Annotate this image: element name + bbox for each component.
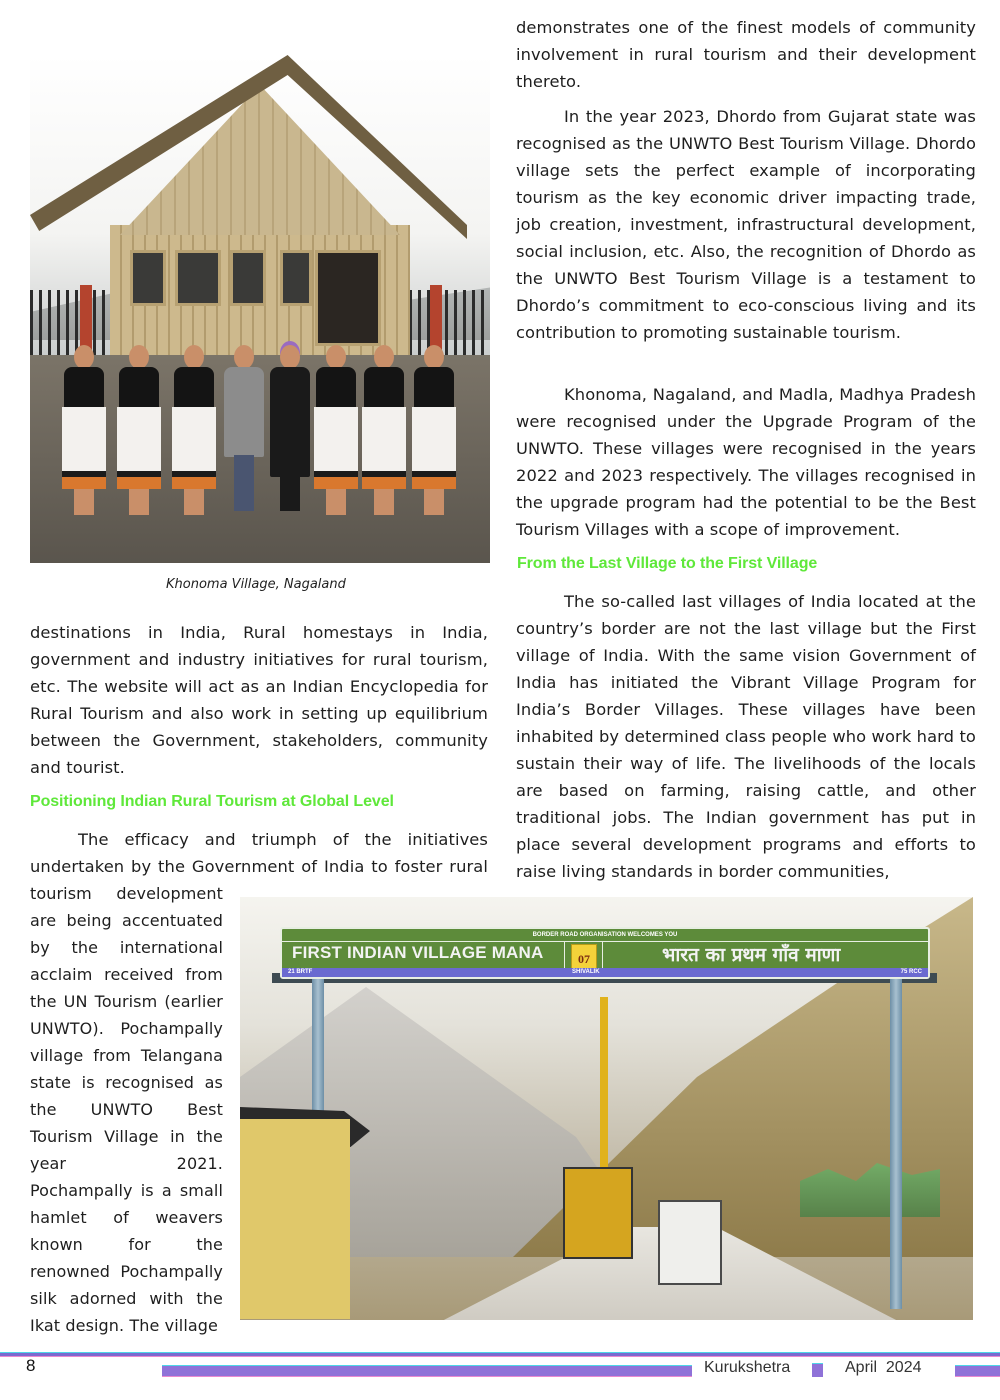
body-paragraph: Khonoma, Nagaland, and Madla, Madhya Pradesh were recognised under the Upgrade Program of the UNWTO. These villages were recognised in the years 2022 and 2023 respectively. The villages recognised in the upgrade program had the potential to be the Best Tourism Villages with a scope of improvement. <box>516 385 976 539</box>
body-paragraph: demonstrates one of the finest models of community involvement in rural tourism and their development thereto. <box>516 18 976 91</box>
issue-date: April 2024 <box>845 1359 922 1376</box>
publication-name: Kurukshetra <box>704 1359 791 1376</box>
body-paragraph: destinations in India, Rural homestays in India, government and industry initiatives for rural tourism, etc. The website will act as an Indian Encyclopedia for Rural Tourism and also work in setting up equilibrium between the Government, stakeholders, community and tourist. <box>30 623 488 777</box>
sign-top-strip: BORDER ROAD ORGANISATION WELCOMES YOU <box>282 929 928 942</box>
sign-bottom-left: 21 BRTF <box>288 969 313 975</box>
mana-village-photo <box>240 897 973 1320</box>
body-paragraph: tourism development are being accentuated by the international acclaim received from the UN Tourism (earlier UNWTO). Pochampally village from Telangana state is recognised as the UNWTO Best Tourism Village in the year 2021. Pochampally is a small hamlet of weavers known for the renowned Pochampally silk adorned with the Ikat design. The village <box>30 884 223 1335</box>
body-paragraph: The so-called last villages of India located at the country’s border are not the last village but the First village of India. With the same vision Government of India has initiated the Vibrant Village Program for India’s Border Villages. These villages have been inhabited by determined class people who work hard to sustain their way of life. The livelihoods of the locals are based on farming, raising cattle, and other traditional jobs. The Indian government has put in place several development programs and efforts to raise living standards in border communities, <box>516 592 976 881</box>
footer-bar-left <box>162 1366 692 1376</box>
khonoma-village-photo <box>30 55 490 563</box>
section-heading: From the Last Village to the First Village <box>517 555 818 572</box>
sign-hindi-text: भारत का प्रथम गाँव माणा <box>662 944 841 966</box>
sign-english-text: FIRST INDIAN VILLAGE MANA <box>292 943 544 962</box>
km-marker: 07 <box>571 944 597 970</box>
sign-bottom-right: 75 RCC <box>900 969 922 975</box>
footer-separator <box>812 1364 823 1377</box>
mana-gate-sign <box>280 927 930 979</box>
page-number: 8 <box>26 1356 36 1375</box>
body-paragraph: In the year 2023, Dhordo from Gujarat state was recognised as the UNWTO Best Tourism Village. Dhordo village sets the perfect example of incorporating tourism as the key economic driver impacting trade, job creation, investment, infrastructural development, social inclusion, etc. Also, the recognition of Dhordo as the UNWTO Best Tourism Village is a testament to Dhordo’s commitment to eco-conscious living and its contribution to promoting sustainable tourism. <box>516 107 976 342</box>
footer-bar-right <box>955 1366 1000 1376</box>
footer-rule <box>0 1353 1000 1356</box>
section-heading: Positioning Indian Rural Tourism at Global Level <box>30 793 394 810</box>
body-paragraph: The efficacy and triumph of the initiatives undertaken by the Government of India to foster rural <box>30 830 488 876</box>
photo-caption: Khonoma Village, Nagaland <box>166 577 346 592</box>
sign-bottom-center: SHIVALIK <box>572 969 600 975</box>
